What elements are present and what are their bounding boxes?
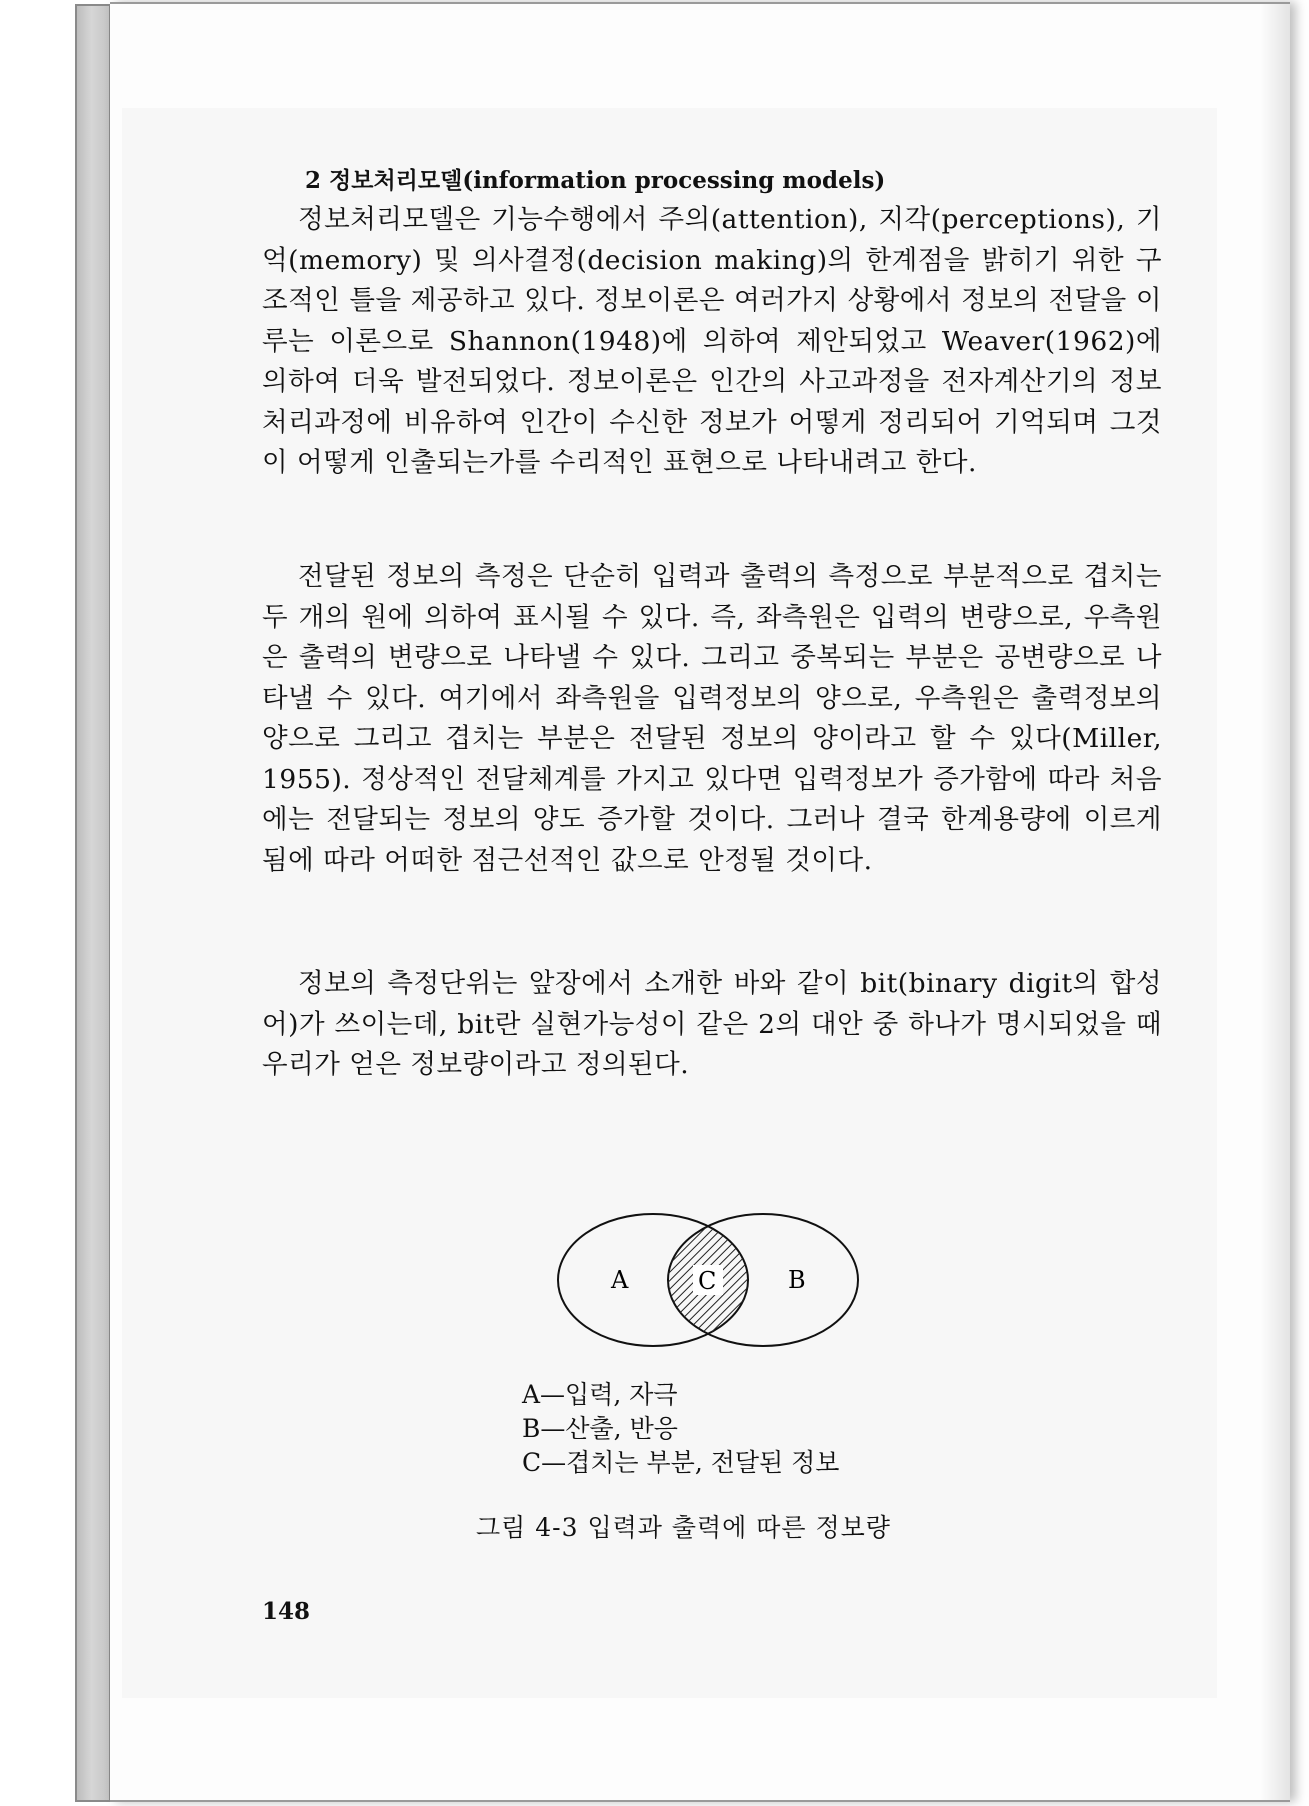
- paragraph-3: 정보의 측정단위는 앞장에서 소개한 바와 같이 bit(binary digit의 합성어)가 쓰이는데, bit란 실현가능성이 같은 2의 대안 중 하나가 명시되었을 때 우리가 얻은 정보량이라고 정의된다.: [262, 968, 1162, 1080]
- circle-label-c: C: [698, 1267, 717, 1295]
- figure-caption: 그림 4-3 입력과 출력에 따른 정보량: [476, 1513, 891, 1542]
- paragraph-1: 정보처리모델은 기능수행에서 주의(attention), 지각(perceptions), 기억(memory) 및 의사결정(decision making)의 한계점을 밝히기 위한 구조적인 틀을 제공하고 있다. 정보이론은 여러가지 상황에서 정보의 전달을 이루는 이론으로 Shannon(1948)에 의하여 제안되었고 Weaver(1962)에 의하여 더욱 발전되었다. 정보이론은 인간의 사고과정을 전자계산기의 정보처리과정에 비유하여 인간이 수신한 정보가 어떻게 정리되어 기억되며 그것이 어떻게 인출되는가를 수리적인 표현으로 나타내려고 한다.: [262, 204, 1162, 478]
- figure-legend: [522, 1378, 839, 1480]
- section-title: 2 정보처리모델(information processing models): [305, 167, 886, 194]
- book-spine: [75, 4, 111, 1802]
- legend-item: C—겹치는 부분, 전달된 정보: [522, 1448, 840, 1477]
- legend-item: B—산출, 반응: [522, 1414, 678, 1443]
- paragraph-2: 전달된 정보의 측정은 단순히 입력과 출력의 측정으로 부분적으로 겹치는 두 개의 원에 의하여 표시될 수 있다. 즉, 좌측원은 입력의 변량으로, 우측원은 출력의 변량으로 나타낼 수 있다. 그리고 중복되는 부분은 공변량으로 나타낼 수 있다. 여기에서 좌측원을 입력정보의 양으로, 우측원은 출력정보의 양으로 그리고 겹치는 부분은 전달된 정보의 양이라고 할 수 있다(Miller, 1955). 정상적인 전달체계를 가지고 있다면 입력정보가 증가함에 따라 처음에는 전달되는 정보의 양도 증가할 것이다. 그러나 결국 한계용량에 이르게 됨에 따라 어떠한 점근선적인 값으로 안정될 것이다.: [262, 561, 1162, 876]
- venn-diagram: [553, 1210, 863, 1355]
- legend-item: A—입력, 자극: [522, 1380, 678, 1409]
- page-number: 148: [262, 1598, 311, 1625]
- circle-label-b: B: [788, 1266, 806, 1294]
- page-edge-shade: [1260, 4, 1290, 1800]
- circle-label-a: A: [611, 1266, 629, 1294]
